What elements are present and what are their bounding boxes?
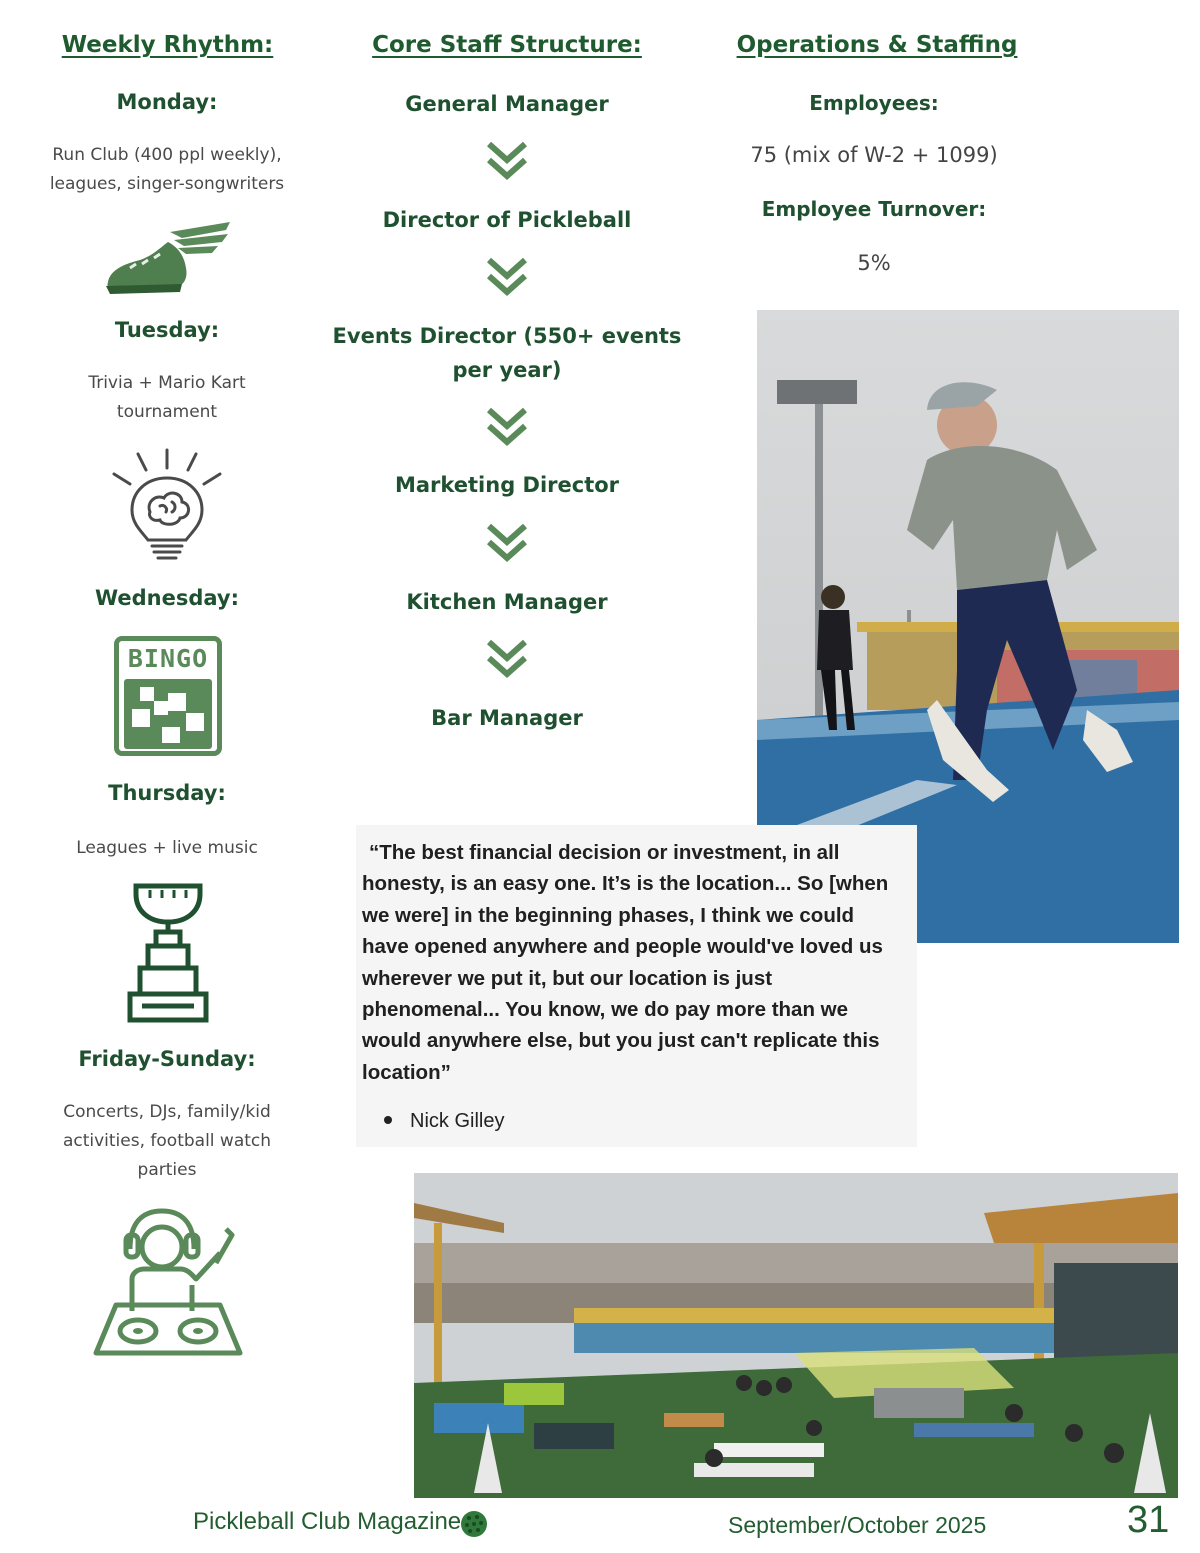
- quote-line: “The best financial decision or investment, in all: [369, 841, 840, 864]
- quote-line: we were] in the beginning phases, I think we could: [362, 903, 855, 927]
- lightbulb-brain-icon: [110, 446, 225, 564]
- issue-date: September/October 2025: [728, 1512, 987, 1538]
- core-staff-heading: Core Staff Structure:: [372, 32, 642, 58]
- wednesday-label: Wednesday:: [94, 586, 240, 610]
- staff-events-director: Events Director (550+ events: [332, 324, 682, 348]
- quote-line: have opened anywhere and people would've loved us: [362, 935, 883, 959]
- staff-marketing-director: Marketing Director: [394, 473, 620, 497]
- operations-heading: Operations & Staffing: [736, 32, 1018, 58]
- turnover-value: 5%: [857, 251, 891, 275]
- magazine-name: Pickleball Club Magazine: [193, 1508, 462, 1535]
- chevron-down-icon: [485, 522, 529, 564]
- quote-line: wherever we put it, but our location is just: [362, 966, 773, 990]
- thursday-desc-1: Leagues + live music: [76, 838, 258, 858]
- bullet-icon: [384, 1116, 392, 1124]
- dj-icon: [92, 1205, 244, 1357]
- staff-bar-manager: Bar Manager: [431, 706, 583, 730]
- weekend-desc-3: parties: [137, 1160, 197, 1180]
- monday-label: Monday:: [116, 90, 218, 114]
- chevron-down-icon: [485, 406, 529, 448]
- tuesday-label: Tuesday:: [114, 318, 220, 342]
- trophy-icon: [122, 880, 214, 1025]
- bingo-text: BINGO: [127, 644, 209, 673]
- chevron-down-icon: [485, 256, 529, 298]
- weekend-desc-2: activities, football watch: [62, 1131, 272, 1151]
- page-number: 31: [1127, 1499, 1170, 1541]
- staff-general-manager: General Manager: [405, 92, 609, 116]
- turnover-label: Employee Turnover:: [761, 197, 987, 221]
- quote-line: honesty, is an easy one. It’s is the location... So [when: [362, 872, 889, 896]
- tuesday-desc-1: Trivia + Mario Kart: [88, 373, 246, 393]
- staff-director-pickleball: Director of Pickleball: [382, 208, 632, 232]
- employees-label: Employees:: [809, 91, 939, 115]
- employees-value: 75 (mix of W-2 + 1099): [750, 143, 998, 167]
- quote-line: phenomenal... You know, we do pay more than we: [362, 998, 849, 1022]
- bingo-grid: [124, 679, 212, 749]
- venue-photo: [414, 1173, 1178, 1498]
- monday-desc-2: leagues, singer-songwriters: [49, 174, 285, 194]
- quote-author: [384, 1110, 504, 1133]
- weekly-rhythm-heading: Weekly Rhythm:: [61, 32, 274, 58]
- thursday-label: Thursday:: [108, 781, 226, 805]
- quote-line: location”: [362, 1060, 451, 1084]
- quote-author-name: Nick Gilley: [410, 1110, 505, 1132]
- quote-box: [356, 825, 917, 1147]
- quote-line: would anywhere else, but you just can't replicate this: [362, 1029, 880, 1053]
- staff-kitchen-manager: Kitchen Manager: [406, 590, 608, 614]
- tuesday-desc-2: tournament: [116, 402, 218, 422]
- chevron-down-icon: [485, 638, 529, 680]
- winged-shoe-icon: [100, 212, 235, 297]
- weekend-desc-1: Concerts, DJs, family/kid: [63, 1102, 271, 1122]
- bingo-card-icon: [114, 636, 222, 756]
- staff-events-director-cont: per year): [452, 358, 562, 382]
- chevron-down-icon: [485, 140, 529, 182]
- monday-desc-1: Run Club (400 ppl weekly),: [52, 145, 282, 165]
- pickleball-icon: [460, 1510, 488, 1538]
- friday-sunday-label: Friday-Sunday:: [78, 1047, 256, 1071]
